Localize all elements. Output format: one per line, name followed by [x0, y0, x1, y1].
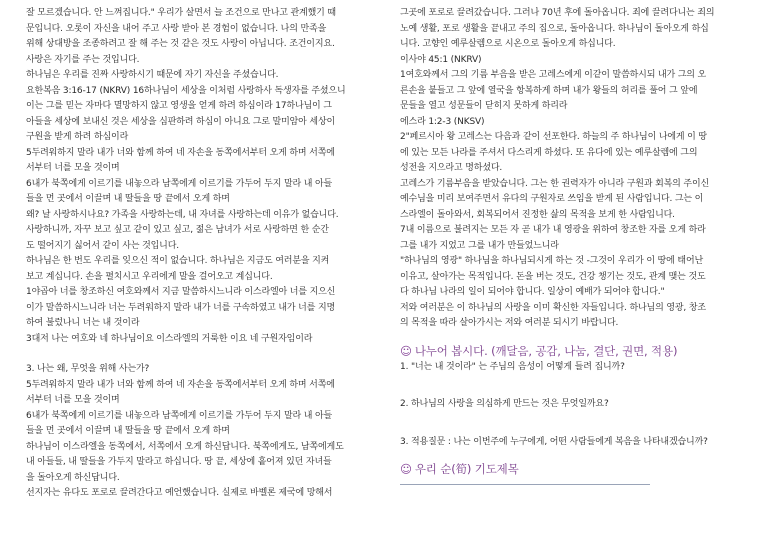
- text-line: 들을 먼 곳에서 이끌며 내 딸들을 땅 끝에서 오게 하며: [26, 194, 230, 204]
- text-line: 이사야 45:1 (NKRV): [400, 54, 482, 65]
- text-line: 5두려워하지 말라 내가 너와 함께 하여 네 자손을 동쪽에서부터 오게 하며 서쪽에: [26, 147, 335, 158]
- text-line: 그를 내가 지었고 그를 내가 만들었느니라: [400, 240, 559, 251]
- text-line: 들을 먼 곳에서 이끌며 내 딸들을 땅 끝에서 오게 하며: [26, 426, 230, 436]
- text-line: 왜? 날 사랑하시나요? 가족을 사랑하는데, 내 자녀를 사랑하는데 이유가 없습니다.: [26, 209, 339, 220]
- text-line: 하나님은 우리를 진짜 사랑하시기 때문에 자기 자신을 주셨습니다.: [26, 70, 279, 80]
- text-line: 사랑하니까, 자꾸 보고 싶고 같이 있고 싶고, 젊은 남녀가 서로 사랑하면 한 순간: [26, 225, 329, 235]
- prayer-heading: [400, 460, 752, 478]
- text-line: 성전을 지으라고 명하셨다.: [400, 163, 503, 173]
- share-question: 1. "너는 내 것이라" 는 주님의 음성이 어떻게 들려 집니까?: [400, 361, 625, 372]
- text-line: 5두려워하지 말라 내가 너와 함께 하여 네 자손을 동쪽에서부터 오게 하며 서쪽에: [26, 379, 335, 390]
- text-line: 하여 불렀나니 너는 내 것이라: [26, 318, 140, 328]
- smiley-icon: ☺: [400, 462, 412, 476]
- text-line: 6내가 북쪽에게 이르기를 내놓으라 남쪽에게 이르기를 가두어 두지 말라 내 아들: [26, 410, 333, 421]
- text-line: 잘 모르겠습니다. 안 느껴집니다." 우리가 살면서 늘 조건으로 만나고 관계했기 때: [26, 8, 336, 18]
- text-line: 예수님을 미리 보여주면서 유다의 구원자로 쓰임을 받게 된 사람입니다. 그는 이: [400, 194, 704, 204]
- text-line: 하나님이 이스라엘을 동쪽에서, 서쪽에서 오게 하신답니다. 북쪽에게도, 남쪽에게도: [26, 441, 344, 452]
- text-line: 선지자는 유다도 포로로 끌려간다고 예언했습니다. 실제로 바벨론 제국에 망해서: [26, 488, 333, 498]
- text-line: 하나님은 한 번도 우리를 잊으신 적이 없습니다. 하나님은 지금도 여러분을 지켜: [26, 256, 330, 266]
- text-line: 고레스가 기름부음을 받았습니다. 그는 한 권력자가 아니라 구원과 회복의 주이신: [400, 178, 710, 189]
- text-line: 을 돌아오게 하신답니다.: [26, 472, 120, 483]
- text-line: 서부터 너를 모을 것이며: [26, 163, 120, 173]
- text-line: 노예 생활, 포로 생활을 끝내고 주의 집으로, 돌아옵니다. 하나님이 돌아오게 하십: [400, 23, 709, 34]
- text-line: 1여호와께서 그의 기름 부음을 받은 고레스에게 이같이 말씀하시되 내가 그의 오: [400, 70, 707, 80]
- divider-line: [400, 484, 650, 485]
- text-line: 이가 말씀하시느니라 너는 두려워하지 말라 내가 너를 구속하였고 내가 너를 지명: [26, 302, 336, 313]
- spacer: [26, 347, 376, 362]
- text-line: 아들을 세상에 보내신 것은 세상을 심판하려 하심이 아니요 그로 말미암아 세상이: [26, 116, 336, 127]
- share-question: 3. 적용질문 : 나는 이번주에 누구에게, 어떤 사람들에게 복음을 나타내겠습니까?: [400, 436, 708, 447]
- text-line: 그곳에 포로로 끌려갔습니다. 그러나 70년 후에 돌아옵니다. 죄에 끌려다니는 죄의: [400, 8, 715, 18]
- share-question: 2. 하나님의 사랑을 의심하게 만드는 것은 무엇일까요?: [400, 399, 609, 409]
- text-line: 7내 이름으로 불려지는 모든 자 곧 내가 내 영광을 위하여 창조한 자를 오게 하라: [400, 225, 706, 235]
- text-line: "하나님의 영광" 하나님을 하나님되시게 하는 것 -그것이 우리가 이 땅에 태어난: [400, 256, 704, 266]
- left-column: [26, 6, 376, 502]
- text-line: 문들을 열고 성문들이 닫히지 못하게 하리라: [400, 101, 568, 111]
- text-line: 구원을 받게 하려 하심이라: [26, 132, 129, 142]
- text-line: 6내가 북쪽에게 이르기를 내놓으라 남쪽에게 이르기를 가두어 두지 말라 내 아들: [26, 178, 333, 189]
- text-line: 니다. 고향인 예루살렘으로 시온으로 돌아오게 하십니다.: [400, 39, 616, 49]
- text-line: 보고 계십니다. 손을 펼치시고 우리에게 말을 걸어오고 계십니다.: [26, 271, 273, 282]
- text-line: 다 하나님 나라의 일이 되어야 합니다. 일상이 예배가 되어야 합니다.": [400, 287, 665, 297]
- text-line: 위해 상대방을 조종하려고 잘 해 주는 것 같은 것도 사랑이 아닙니다. 조건이지요.: [26, 39, 335, 49]
- section-question: 3. 나는 왜, 무엇을 위해 사는가?: [26, 364, 150, 374]
- prayer-title: 우리 순(筍) 기도제목: [414, 462, 519, 476]
- smiley-icon: ☺: [400, 343, 412, 358]
- text-line: 사랑은 자기를 주는 것입니다.: [26, 54, 140, 65]
- text-line: 에 있는 모든 나라를 주셔서 다스리게 하셨다. 또 유다에 있는 예루살렘에 그의: [400, 147, 698, 158]
- text-line: 의 목적을 따라 살아가시는 저와 여러분 되시기 바랍니다.: [400, 318, 619, 328]
- text-line: 서부터 너를 모을 것이며: [26, 395, 120, 405]
- text-line: 에스라 1:2-3 (NKSV): [400, 116, 485, 127]
- text-line: 문입니다. 오롯이 자신을 내어 주고 사랑 받아 본 경험이 없습니다. 나의 만족을: [26, 23, 327, 34]
- right-column: [400, 6, 752, 485]
- spacer: [400, 413, 752, 435]
- text-line: 이는 그를 믿는 자마다 멸망하지 않고 영생을 얻게 하려 하심이라 17하나님이 그: [26, 101, 332, 111]
- text-line: 1야곱아 너를 창조하신 여호와께서 지금 말씀하시느니라 이스라엘아 너를 지으신: [26, 287, 336, 297]
- text-line: 2"페르시아 왕 고레스는 다음과 같이 선포한다. 하늘의 주 하나님이 나에게 이 땅: [400, 132, 707, 142]
- text-line: 저와 여러분은 이 하나님의 사랑을 이미 확신한 자들입니다. 하나님의 영광, 창조: [400, 302, 706, 313]
- share-title: 나누어 봅시다. (깨달음, 공감, 나눔, 결단, 권면, 적용): [414, 343, 678, 358]
- text-line: 요한복음 3:16-17 (NKRV) 16하나님이 세상을 이처럼 사랑하사 독생자를 주셨으니: [26, 85, 346, 96]
- text-line: 내 아들들, 내 딸들을 가두지 말라고 하십니다. 땅 끝, 세상에 흩어져 있던 자녀들: [26, 457, 332, 467]
- text-line: 도 떨어지기 싫어서 같이 사는 것입니다.: [26, 240, 179, 251]
- text-line: 이유고, 살아가는 목적입니다. 돈을 버는 것도, 건강 챙기는 것도, 관계 맺는 것도: [400, 271, 706, 282]
- share-heading: [400, 342, 752, 360]
- text-line: 스라엘이 돌아와서, 회복되어서 진정한 삶의 목적을 보게 한 사람입니다.: [400, 209, 675, 220]
- spacer: [400, 375, 752, 397]
- text-line: 3대저 나는 여호와 네 하나님이요 이스라엘의 거룩한 이요 네 구원자임이라: [26, 333, 313, 344]
- text-line: 른손을 붙들고 그 앞에 열국을 항복하게 하며 내가 왕들의 허리를 풀어 그 앞에: [400, 85, 698, 96]
